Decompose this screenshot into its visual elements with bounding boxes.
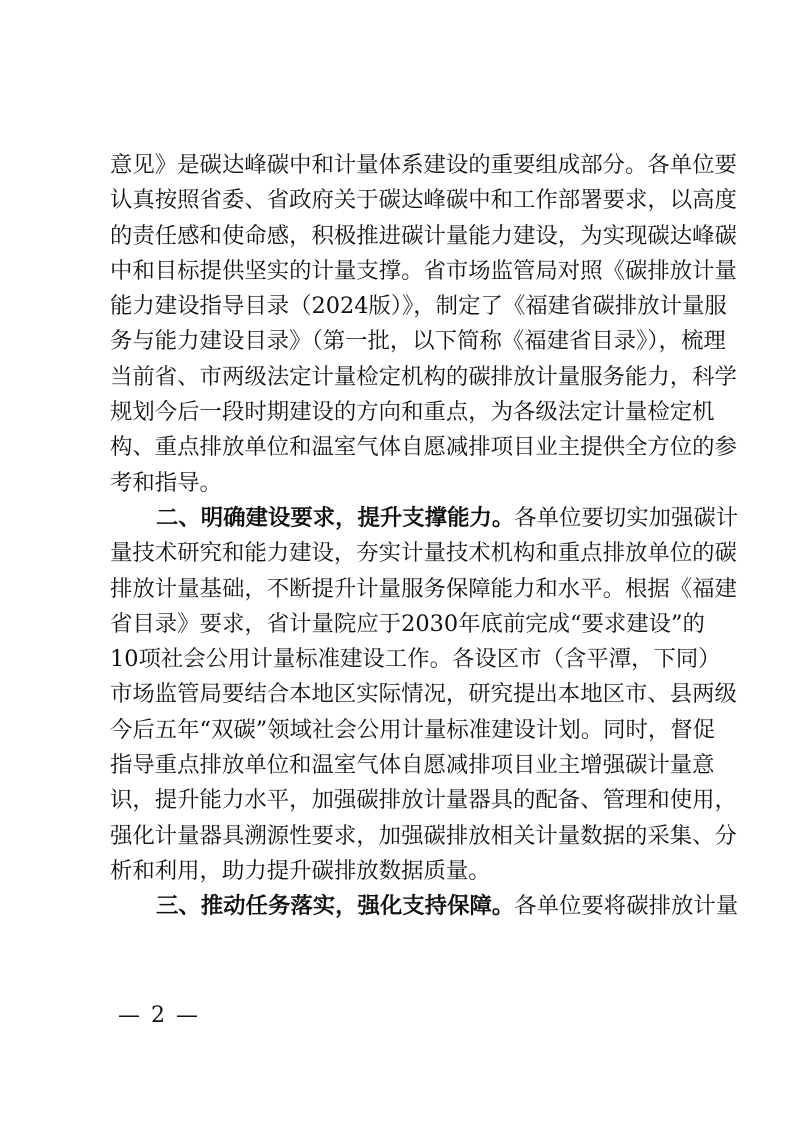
text-line: 构、重点排放单位和温室气体自愿减排项目业主提供全方位的参 [110, 434, 737, 461]
text-line: 能力建设指导目录（2024版）》，制定了《福建省碳排放计量服 [110, 293, 727, 320]
section-two-heading: 二、明确建设要求，提升支撑能力。 [156, 504, 515, 531]
text-line: 市场监管局要结合本地区实际情况，研究提出本地区市、县两级 [110, 681, 737, 708]
text-line: 当前省、市两级法定计量检定机构的碳排放计量服务能力，科学 [110, 363, 737, 390]
text-line: 规划今后一段时期建设的方向和重点，为各级法定计量检定机 [110, 399, 715, 426]
text-line: 的责任感和使命感，积极推进碳计量能力建设，为实现碳达峰碳 [110, 222, 737, 249]
section-three-heading: 三、推动任务落实，强化支持保障。 [156, 893, 515, 920]
text-line: 中和目标提供坚实的计量支撑。省市场监管局对照《碳排放计量 [110, 257, 737, 284]
text-line: 析和利用，助力提升碳排放数据质量。 [110, 857, 491, 884]
text-line: 考和指导。 [110, 469, 222, 496]
section-three-first-line [110, 889, 739, 924]
text-line: 指导重点排放单位和温室气体自愿减排项目业主增强碳计量意 [110, 752, 715, 779]
section-two-lead-text: 各单位要切实加强碳计 [514, 504, 739, 531]
text-line: 识，提升能力水平，加强碳排放计量器具的配备、管理和使用， [110, 787, 737, 814]
text-line: 排放计量基础，不断提升计量服务保障能力和水平。根据《福建 [110, 575, 737, 602]
section-two-first-line [110, 501, 739, 536]
text-line: 务与能力建设目录》（第一批，以下简称《福建省目录》），梳理 [110, 328, 726, 355]
text-line: 量技术研究和能力建设，夯实计量技术机构和重点排放单位的碳 [110, 540, 737, 567]
text-line: 认真按照省委、省政府关于碳达峰碳中和工作部署要求，以高度 [110, 187, 737, 214]
text-line: 今后五年“双碳”领域社会公用计量标准建设计划。同时，督促 [110, 716, 716, 743]
page-number: — 2 — [118, 1003, 200, 1028]
section-three-lead-text: 各单位要将碳排放计量 [514, 893, 739, 920]
body-text [110, 148, 739, 925]
text-line: 强化计量器具溯源性要求，加强碳排放相关计量数据的采集、分 [110, 822, 737, 849]
text-line: 意见》是碳达峰碳中和计量体系建设的重要组成部分。各单位要 [110, 152, 737, 178]
text-line: 省目录》要求，省计量院应于2030年底前完成“要求建设”的 [110, 610, 705, 637]
text-line: 10项社会公用计量标准建设工作。各设区市（含平潭，下同） [110, 646, 721, 673]
